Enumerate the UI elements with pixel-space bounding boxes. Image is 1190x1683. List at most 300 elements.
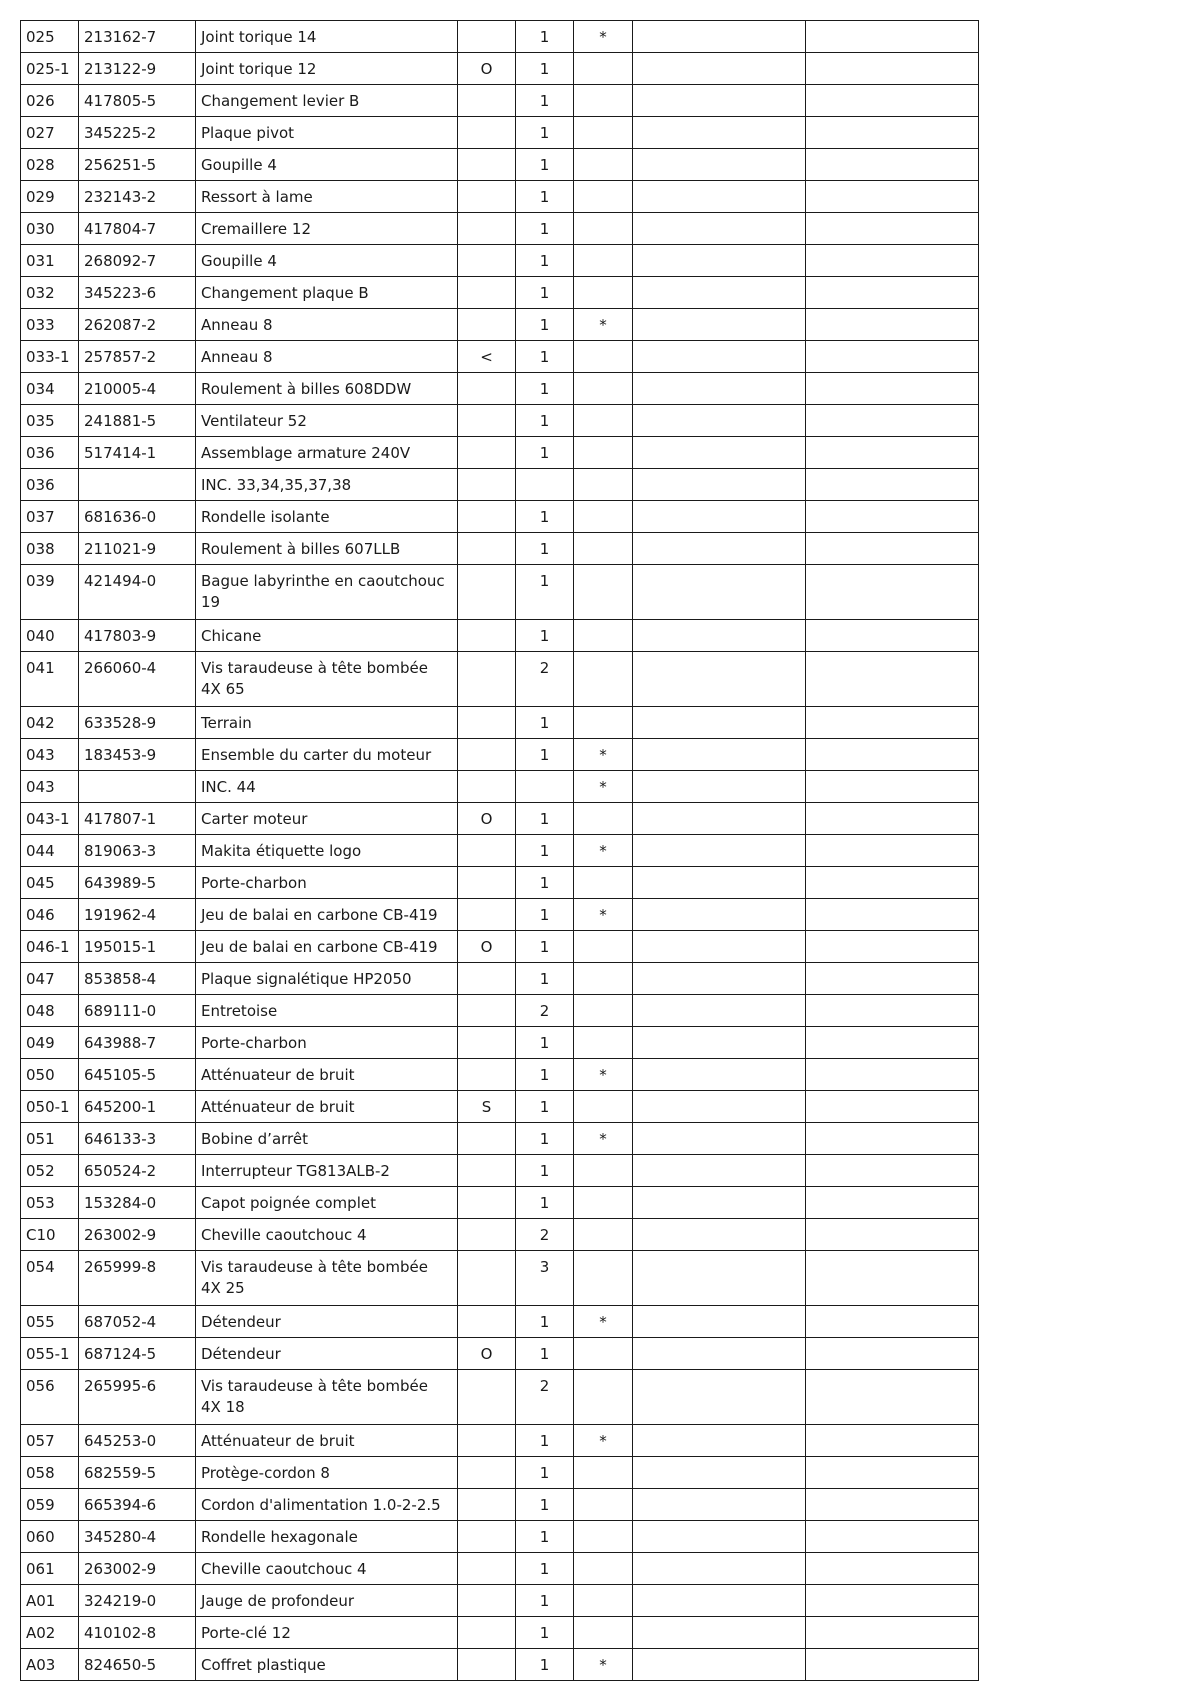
table-row bbox=[21, 1521, 979, 1553]
blank-cell-1 bbox=[633, 309, 806, 341]
description-cell: Plaque pivot bbox=[196, 117, 458, 149]
item-number-cell: 035 bbox=[21, 405, 79, 437]
table-row bbox=[21, 1219, 979, 1251]
table-row bbox=[21, 373, 979, 405]
description-cell: Jeu de balai en carbone CB-419 bbox=[196, 899, 458, 931]
quantity-cell: 1 bbox=[516, 899, 574, 931]
description-cell: Anneau 8 bbox=[196, 309, 458, 341]
description-cell: Carter moteur bbox=[196, 803, 458, 835]
symbol-cell bbox=[458, 1059, 516, 1091]
symbol-cell bbox=[458, 117, 516, 149]
description-cell: Détendeur bbox=[196, 1338, 458, 1370]
symbol-cell bbox=[458, 405, 516, 437]
description-cell: INC. 44 bbox=[196, 771, 458, 803]
blank-cell-1 bbox=[633, 1553, 806, 1585]
table-row bbox=[21, 1059, 979, 1091]
blank-cell-2 bbox=[806, 739, 979, 771]
quantity-cell: 2 bbox=[516, 652, 574, 707]
quantity-cell: 1 bbox=[516, 1091, 574, 1123]
table-row bbox=[21, 501, 979, 533]
symbol-cell bbox=[458, 1251, 516, 1306]
blank-cell-2 bbox=[806, 1123, 979, 1155]
blank-cell-1 bbox=[633, 277, 806, 309]
quantity-cell: 1 bbox=[516, 501, 574, 533]
symbol-cell bbox=[458, 1123, 516, 1155]
table-row bbox=[21, 899, 979, 931]
quantity-cell: 3 bbox=[516, 1251, 574, 1306]
symbol-cell bbox=[458, 501, 516, 533]
blank-cell-2 bbox=[806, 1091, 979, 1123]
blank-cell-2 bbox=[806, 149, 979, 181]
part-number-cell: 633528-9 bbox=[79, 707, 196, 739]
symbol-cell bbox=[458, 309, 516, 341]
blank-cell-1 bbox=[633, 501, 806, 533]
description-cell: Cordon d'alimentation 1.0-2-2.5 bbox=[196, 1489, 458, 1521]
table-row bbox=[21, 1617, 979, 1649]
table-row bbox=[21, 277, 979, 309]
part-number-cell: 210005-4 bbox=[79, 373, 196, 405]
part-number-cell: 211021-9 bbox=[79, 533, 196, 565]
note-cell bbox=[574, 1219, 633, 1251]
table-row bbox=[21, 21, 979, 53]
part-number-cell: 643989-5 bbox=[79, 867, 196, 899]
description-cell: Changement levier B bbox=[196, 85, 458, 117]
blank-cell-1 bbox=[633, 835, 806, 867]
table-row bbox=[21, 652, 979, 707]
blank-cell-1 bbox=[633, 213, 806, 245]
quantity-cell: 1 bbox=[516, 341, 574, 373]
note-cell bbox=[574, 469, 633, 501]
description-cell: Joint torique 14 bbox=[196, 21, 458, 53]
table-row bbox=[21, 835, 979, 867]
blank-cell-1 bbox=[633, 117, 806, 149]
blank-cell-1 bbox=[633, 995, 806, 1027]
blank-cell-2 bbox=[806, 85, 979, 117]
symbol-cell bbox=[458, 1370, 516, 1425]
note-cell bbox=[574, 1457, 633, 1489]
blank-cell-2 bbox=[806, 533, 979, 565]
blank-cell-1 bbox=[633, 1425, 806, 1457]
blank-cell-2 bbox=[806, 1338, 979, 1370]
symbol-cell bbox=[458, 620, 516, 652]
table-row bbox=[21, 1489, 979, 1521]
blank-cell-2 bbox=[806, 565, 979, 620]
item-number-cell: 033-1 bbox=[21, 341, 79, 373]
note-cell bbox=[574, 117, 633, 149]
symbol-cell bbox=[458, 373, 516, 405]
quantity-cell: 1 bbox=[516, 117, 574, 149]
table-row bbox=[21, 707, 979, 739]
part-number-cell: 665394-6 bbox=[79, 1489, 196, 1521]
description-cell: Goupille 4 bbox=[196, 245, 458, 277]
item-number-cell: 053 bbox=[21, 1187, 79, 1219]
item-number-cell: 046 bbox=[21, 899, 79, 931]
description-cell: Changement plaque B bbox=[196, 277, 458, 309]
quantity-cell: 1 bbox=[516, 707, 574, 739]
note-cell bbox=[574, 405, 633, 437]
description-cell: Goupille 4 bbox=[196, 149, 458, 181]
blank-cell-2 bbox=[806, 1457, 979, 1489]
description-cell: Jeu de balai en carbone CB-419 bbox=[196, 931, 458, 963]
quantity-cell: 1 bbox=[516, 85, 574, 117]
description-cell: Ensemble du carter du moteur bbox=[196, 739, 458, 771]
item-number-cell: 051 bbox=[21, 1123, 79, 1155]
note-cell bbox=[574, 149, 633, 181]
item-number-cell: 055 bbox=[21, 1306, 79, 1338]
description-cell: Terrain bbox=[196, 707, 458, 739]
item-number-cell: 043 bbox=[21, 739, 79, 771]
quantity-cell bbox=[516, 469, 574, 501]
note-cell bbox=[574, 213, 633, 245]
part-number-cell: 266060-4 bbox=[79, 652, 196, 707]
table-row bbox=[21, 149, 979, 181]
description-cell: Atténuateur de bruit bbox=[196, 1059, 458, 1091]
symbol-cell bbox=[458, 1219, 516, 1251]
blank-cell-1 bbox=[633, 652, 806, 707]
symbol-cell: O bbox=[458, 803, 516, 835]
blank-cell-1 bbox=[633, 1091, 806, 1123]
blank-cell-1 bbox=[633, 1059, 806, 1091]
quantity-cell: 1 bbox=[516, 963, 574, 995]
table-row bbox=[21, 1187, 979, 1219]
blank-cell-1 bbox=[633, 53, 806, 85]
blank-cell-2 bbox=[806, 1617, 979, 1649]
item-number-cell: 046-1 bbox=[21, 931, 79, 963]
item-number-cell: 045 bbox=[21, 867, 79, 899]
blank-cell-2 bbox=[806, 931, 979, 963]
table-row bbox=[21, 1649, 979, 1681]
blank-cell-1 bbox=[633, 1027, 806, 1059]
item-number-cell: 049 bbox=[21, 1027, 79, 1059]
item-number-cell: 050 bbox=[21, 1059, 79, 1091]
note-cell bbox=[574, 85, 633, 117]
symbol-cell bbox=[458, 1489, 516, 1521]
blank-cell-2 bbox=[806, 1649, 979, 1681]
table-row bbox=[21, 1457, 979, 1489]
part-number-cell: 853858-4 bbox=[79, 963, 196, 995]
blank-cell-1 bbox=[633, 341, 806, 373]
blank-cell-1 bbox=[633, 707, 806, 739]
table-row bbox=[21, 1585, 979, 1617]
item-number-cell: 047 bbox=[21, 963, 79, 995]
symbol-cell bbox=[458, 1425, 516, 1457]
table-row bbox=[21, 803, 979, 835]
blank-cell-2 bbox=[806, 1585, 979, 1617]
blank-cell-1 bbox=[633, 1489, 806, 1521]
blank-cell-2 bbox=[806, 1059, 979, 1091]
part-number-cell: 824650-5 bbox=[79, 1649, 196, 1681]
part-number-cell: 183453-9 bbox=[79, 739, 196, 771]
quantity-cell: 1 bbox=[516, 437, 574, 469]
blank-cell-2 bbox=[806, 803, 979, 835]
quantity-cell: 1 bbox=[516, 1155, 574, 1187]
item-number-cell: 038 bbox=[21, 533, 79, 565]
symbol-cell bbox=[458, 469, 516, 501]
note-cell: * bbox=[574, 309, 633, 341]
quantity-cell: 1 bbox=[516, 213, 574, 245]
symbol-cell bbox=[458, 565, 516, 620]
note-cell bbox=[574, 995, 633, 1027]
item-number-cell: 036 bbox=[21, 437, 79, 469]
symbol-cell bbox=[458, 1617, 516, 1649]
blank-cell-1 bbox=[633, 899, 806, 931]
symbol-cell bbox=[458, 181, 516, 213]
blank-cell-2 bbox=[806, 771, 979, 803]
item-number-cell: 043-1 bbox=[21, 803, 79, 835]
description-cell: Atténuateur de bruit bbox=[196, 1091, 458, 1123]
description-cell: Cheville caoutchouc 4 bbox=[196, 1219, 458, 1251]
table-row bbox=[21, 85, 979, 117]
symbol-cell bbox=[458, 995, 516, 1027]
symbol-cell bbox=[458, 213, 516, 245]
item-number-cell: 025 bbox=[21, 21, 79, 53]
item-number-cell: 039 bbox=[21, 565, 79, 620]
blank-cell-1 bbox=[633, 1251, 806, 1306]
note-cell bbox=[574, 245, 633, 277]
quantity-cell: 1 bbox=[516, 1617, 574, 1649]
blank-cell-2 bbox=[806, 899, 979, 931]
item-number-cell: 055-1 bbox=[21, 1338, 79, 1370]
item-number-cell: 037 bbox=[21, 501, 79, 533]
quantity-cell: 2 bbox=[516, 1219, 574, 1251]
item-number-cell: A01 bbox=[21, 1585, 79, 1617]
table-row bbox=[21, 469, 979, 501]
table-row bbox=[21, 181, 979, 213]
blank-cell-1 bbox=[633, 931, 806, 963]
blank-cell-1 bbox=[633, 149, 806, 181]
item-number-cell: 057 bbox=[21, 1425, 79, 1457]
table-row bbox=[21, 1091, 979, 1123]
item-number-cell: 044 bbox=[21, 835, 79, 867]
blank-cell-2 bbox=[806, 1027, 979, 1059]
item-number-cell: 050-1 bbox=[21, 1091, 79, 1123]
blank-cell-1 bbox=[633, 1585, 806, 1617]
note-cell bbox=[574, 533, 633, 565]
blank-cell-2 bbox=[806, 21, 979, 53]
description-cell: Rondelle hexagonale bbox=[196, 1521, 458, 1553]
part-number-cell: 256251-5 bbox=[79, 149, 196, 181]
symbol-cell: O bbox=[458, 931, 516, 963]
note-cell: * bbox=[574, 1425, 633, 1457]
symbol-cell bbox=[458, 149, 516, 181]
quantity-cell: 1 bbox=[516, 1059, 574, 1091]
note-cell bbox=[574, 1521, 633, 1553]
part-number-cell: 213162-7 bbox=[79, 21, 196, 53]
symbol-cell bbox=[458, 277, 516, 309]
quantity-cell: 1 bbox=[516, 867, 574, 899]
blank-cell-1 bbox=[633, 1155, 806, 1187]
table-row bbox=[21, 341, 979, 373]
part-number-cell: 345225-2 bbox=[79, 117, 196, 149]
note-cell: * bbox=[574, 835, 633, 867]
blank-cell-1 bbox=[633, 963, 806, 995]
part-number-cell: 268092-7 bbox=[79, 245, 196, 277]
blank-cell-2 bbox=[806, 1553, 979, 1585]
note-cell: * bbox=[574, 21, 633, 53]
part-number-cell: 262087-2 bbox=[79, 309, 196, 341]
part-number-cell: 417804-7 bbox=[79, 213, 196, 245]
table-row bbox=[21, 931, 979, 963]
table-row bbox=[21, 565, 979, 620]
part-number-cell: 417807-1 bbox=[79, 803, 196, 835]
item-number-cell: 026 bbox=[21, 85, 79, 117]
item-number-cell: 054 bbox=[21, 1251, 79, 1306]
table-row bbox=[21, 739, 979, 771]
description-cell: Roulement à billes 607LLB bbox=[196, 533, 458, 565]
quantity-cell: 1 bbox=[516, 405, 574, 437]
description-cell: Plaque signalétique HP2050 bbox=[196, 963, 458, 995]
table-row bbox=[21, 213, 979, 245]
description-cell: Porte-charbon bbox=[196, 867, 458, 899]
description-cell: Vis taraudeuse à tête bombée 4X 65 bbox=[196, 652, 458, 707]
blank-cell-1 bbox=[633, 620, 806, 652]
note-cell bbox=[574, 867, 633, 899]
description-cell: Interrupteur TG813ALB-2 bbox=[196, 1155, 458, 1187]
symbol-cell bbox=[458, 835, 516, 867]
description-cell: Chicane bbox=[196, 620, 458, 652]
blank-cell-1 bbox=[633, 469, 806, 501]
symbol-cell bbox=[458, 1306, 516, 1338]
quantity-cell: 2 bbox=[516, 1370, 574, 1425]
quantity-cell: 1 bbox=[516, 1306, 574, 1338]
table-row bbox=[21, 1251, 979, 1306]
symbol-cell bbox=[458, 85, 516, 117]
part-number-cell: 682559-5 bbox=[79, 1457, 196, 1489]
part-number-cell: 241881-5 bbox=[79, 405, 196, 437]
item-number-cell: A03 bbox=[21, 1649, 79, 1681]
description-cell: Bobine d’arrêt bbox=[196, 1123, 458, 1155]
note-cell bbox=[574, 1027, 633, 1059]
table-row bbox=[21, 620, 979, 652]
blank-cell-2 bbox=[806, 117, 979, 149]
note-cell bbox=[574, 1187, 633, 1219]
blank-cell-2 bbox=[806, 1187, 979, 1219]
description-cell: Porte-clé 12 bbox=[196, 1617, 458, 1649]
table-row bbox=[21, 309, 979, 341]
table-row bbox=[21, 53, 979, 85]
part-number-cell: 345223-6 bbox=[79, 277, 196, 309]
quantity-cell: 1 bbox=[516, 245, 574, 277]
note-cell: * bbox=[574, 1649, 633, 1681]
item-number-cell: C10 bbox=[21, 1219, 79, 1251]
description-cell: Cheville caoutchouc 4 bbox=[196, 1553, 458, 1585]
item-number-cell: 034 bbox=[21, 373, 79, 405]
blank-cell-1 bbox=[633, 803, 806, 835]
note-cell bbox=[574, 53, 633, 85]
table-row bbox=[21, 1027, 979, 1059]
part-number-cell: 257857-2 bbox=[79, 341, 196, 373]
blank-cell-1 bbox=[633, 85, 806, 117]
description-cell: Atténuateur de bruit bbox=[196, 1425, 458, 1457]
item-number-cell: 059 bbox=[21, 1489, 79, 1521]
quantity-cell: 1 bbox=[516, 1457, 574, 1489]
quantity-cell: 1 bbox=[516, 533, 574, 565]
symbol-cell bbox=[458, 437, 516, 469]
note-cell: * bbox=[574, 739, 633, 771]
table-row bbox=[21, 1370, 979, 1425]
part-number-cell: 410102-8 bbox=[79, 1617, 196, 1649]
blank-cell-1 bbox=[633, 1338, 806, 1370]
quantity-cell: 1 bbox=[516, 565, 574, 620]
quantity-cell: 1 bbox=[516, 1489, 574, 1521]
note-cell: * bbox=[574, 899, 633, 931]
blank-cell-2 bbox=[806, 995, 979, 1027]
table-row bbox=[21, 867, 979, 899]
description-cell: Makita étiquette logo bbox=[196, 835, 458, 867]
quantity-cell: 1 bbox=[516, 1649, 574, 1681]
part-number-cell: 687124-5 bbox=[79, 1338, 196, 1370]
symbol-cell bbox=[458, 707, 516, 739]
description-cell: Vis taraudeuse à tête bombée 4X 25 bbox=[196, 1251, 458, 1306]
description-cell: Rondelle isolante bbox=[196, 501, 458, 533]
blank-cell-1 bbox=[633, 1219, 806, 1251]
part-number-cell: 421494-0 bbox=[79, 565, 196, 620]
quantity-cell: 1 bbox=[516, 21, 574, 53]
blank-cell-1 bbox=[633, 1123, 806, 1155]
symbol-cell bbox=[458, 1187, 516, 1219]
part-number-cell: 517414-1 bbox=[79, 437, 196, 469]
part-number-cell: 265999-8 bbox=[79, 1251, 196, 1306]
note-cell bbox=[574, 341, 633, 373]
part-number-cell bbox=[79, 469, 196, 501]
blank-cell-2 bbox=[806, 405, 979, 437]
blank-cell-2 bbox=[806, 1219, 979, 1251]
item-number-cell: 040 bbox=[21, 620, 79, 652]
part-number-cell: 263002-9 bbox=[79, 1219, 196, 1251]
table-row bbox=[21, 533, 979, 565]
quantity-cell: 1 bbox=[516, 739, 574, 771]
part-number-cell: 265995-6 bbox=[79, 1370, 196, 1425]
item-number-cell: 036 bbox=[21, 469, 79, 501]
blank-cell-1 bbox=[633, 867, 806, 899]
blank-cell-2 bbox=[806, 1155, 979, 1187]
blank-cell-2 bbox=[806, 652, 979, 707]
part-number-cell: 819063-3 bbox=[79, 835, 196, 867]
description-cell: Ventilateur 52 bbox=[196, 405, 458, 437]
blank-cell-1 bbox=[633, 437, 806, 469]
item-number-cell: 032 bbox=[21, 277, 79, 309]
description-cell: Joint torique 12 bbox=[196, 53, 458, 85]
table-row bbox=[21, 1425, 979, 1457]
quantity-cell: 1 bbox=[516, 835, 574, 867]
blank-cell-2 bbox=[806, 867, 979, 899]
part-number-cell bbox=[79, 771, 196, 803]
note-cell bbox=[574, 707, 633, 739]
blank-cell-2 bbox=[806, 1489, 979, 1521]
symbol-cell bbox=[458, 771, 516, 803]
description-cell: Anneau 8 bbox=[196, 341, 458, 373]
note-cell bbox=[574, 437, 633, 469]
item-number-cell: 025-1 bbox=[21, 53, 79, 85]
parts-list-table bbox=[20, 20, 979, 1681]
symbol-cell bbox=[458, 652, 516, 707]
blank-cell-1 bbox=[633, 21, 806, 53]
description-cell: Porte-charbon bbox=[196, 1027, 458, 1059]
blank-cell-2 bbox=[806, 963, 979, 995]
symbol-cell bbox=[458, 867, 516, 899]
table-row bbox=[21, 245, 979, 277]
note-cell bbox=[574, 652, 633, 707]
table-row bbox=[21, 963, 979, 995]
symbol-cell bbox=[458, 899, 516, 931]
note-cell bbox=[574, 963, 633, 995]
item-number-cell: 061 bbox=[21, 1553, 79, 1585]
part-number-cell: 417805-5 bbox=[79, 85, 196, 117]
note-cell bbox=[574, 1338, 633, 1370]
part-number-cell: 687052-4 bbox=[79, 1306, 196, 1338]
part-number-cell: 195015-1 bbox=[79, 931, 196, 963]
part-number-cell: 345280-4 bbox=[79, 1521, 196, 1553]
